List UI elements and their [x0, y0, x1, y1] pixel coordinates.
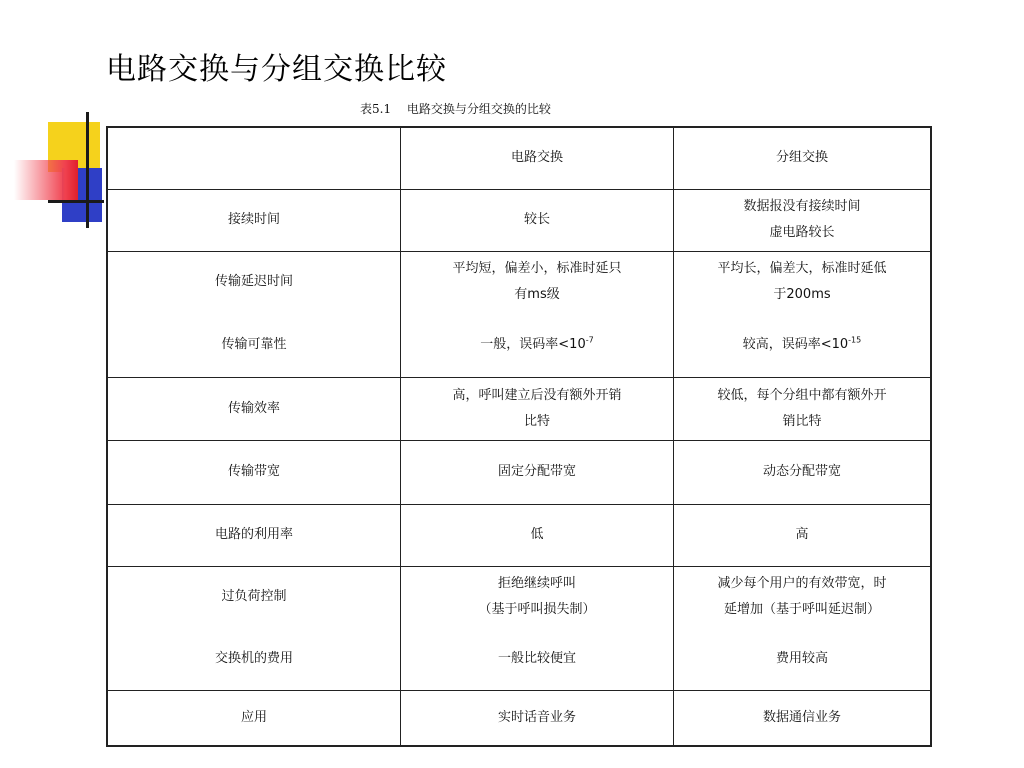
circuit-cell	[401, 504, 674, 566]
slide-decoration	[0, 0, 110, 240]
row-label: 交换机的费用	[214, 650, 293, 666]
table-row	[107, 628, 931, 690]
table-row	[107, 313, 931, 377]
cell-line: 费用较高	[775, 650, 828, 666]
table-row	[107, 189, 931, 251]
cell-line: 销比特	[782, 413, 822, 429]
packet-cell	[674, 377, 932, 440]
row-label: 应用	[107, 690, 401, 746]
comparison-table	[106, 126, 932, 747]
cell-line: 平均短，偏差小，标准时延只	[452, 261, 622, 277]
packet-cell	[674, 628, 932, 690]
packet-cell	[674, 504, 932, 566]
cell-line: 实时话音业务	[497, 709, 576, 725]
cell-line: 较高，误码率<10	[742, 336, 849, 352]
table-row	[107, 440, 931, 504]
circuit-cell	[401, 313, 674, 377]
row-label: 电路的利用率	[107, 504, 401, 566]
circuit-cell	[401, 628, 674, 690]
row-label: 接续时间	[107, 189, 401, 251]
cell-line: 于200ms	[773, 287, 831, 303]
exponent: -7	[585, 335, 594, 345]
row-label: 传输效率	[107, 377, 401, 440]
cell-line: 虚电路较长	[769, 225, 835, 240]
cell-line: 较长	[523, 212, 550, 227]
table-header-row	[107, 127, 931, 189]
circuit-cell	[401, 251, 674, 313]
cell-line: 数据通信业务	[762, 709, 841, 725]
row-label: 传输可靠性	[221, 336, 287, 352]
cell-line: 低	[530, 527, 544, 542]
cell-line: 高	[795, 527, 809, 542]
table-caption: 表5.1 电路交换与分组交换的比较	[360, 102, 551, 116]
decoration-vertical-line	[86, 112, 89, 228]
decoration-red-gradient-bar	[14, 160, 78, 200]
slide-title: 电路交换与分组交换比较	[106, 52, 447, 87]
cell-line: 有ms级	[514, 287, 560, 303]
packet-cell	[674, 440, 932, 504]
circuit-cell	[401, 377, 674, 440]
row-label: 过负荷控制	[107, 566, 401, 628]
packet-cell	[674, 690, 932, 746]
row-label: 传输带宽	[107, 440, 401, 504]
circuit-cell	[401, 189, 674, 251]
cell-line: 动态分配带宽	[762, 464, 841, 479]
header-cell-packet-switching: 分组交换	[674, 127, 932, 189]
cell-line: 数据报没有接续时间	[743, 199, 861, 214]
circuit-cell	[401, 440, 674, 504]
decoration-horizontal-line	[48, 200, 104, 203]
cell-line: 减少每个用户的有效带宽，时	[717, 576, 887, 592]
packet-cell	[674, 189, 932, 251]
cell-line: 一般比较便宜	[497, 650, 576, 666]
cell-line: 较低，每个分组中都有额外开	[717, 387, 887, 403]
table-row	[107, 690, 931, 746]
table-row	[107, 566, 931, 628]
row-label: 传输延迟时间	[107, 251, 401, 313]
cell-line: 高，呼叫建立后没有额外开销	[452, 387, 622, 403]
table-row	[107, 251, 931, 313]
cell-line: 比特	[523, 413, 550, 429]
packet-cell	[674, 566, 932, 628]
table-row	[107, 377, 931, 440]
header-cell-circuit-switching: 电路交换	[401, 127, 674, 189]
cell-line: 一般，误码率<10	[480, 336, 586, 352]
circuit-cell	[401, 566, 674, 628]
cell-line: 拒绝继续呼叫	[497, 576, 576, 592]
packet-cell	[674, 251, 932, 313]
cell-line: （基于呼叫损失制）	[478, 602, 596, 618]
cell-line: 固定分配带宽	[497, 464, 576, 479]
header-cell-empty	[107, 127, 401, 189]
packet-cell	[674, 313, 932, 377]
cell-line: 平均长，偏差大，标准时延低	[717, 261, 887, 277]
table-row	[107, 504, 931, 566]
circuit-cell	[401, 690, 674, 746]
exponent: -15	[848, 335, 862, 345]
cell-line: 延增加（基于呼叫延迟制）	[723, 602, 880, 618]
